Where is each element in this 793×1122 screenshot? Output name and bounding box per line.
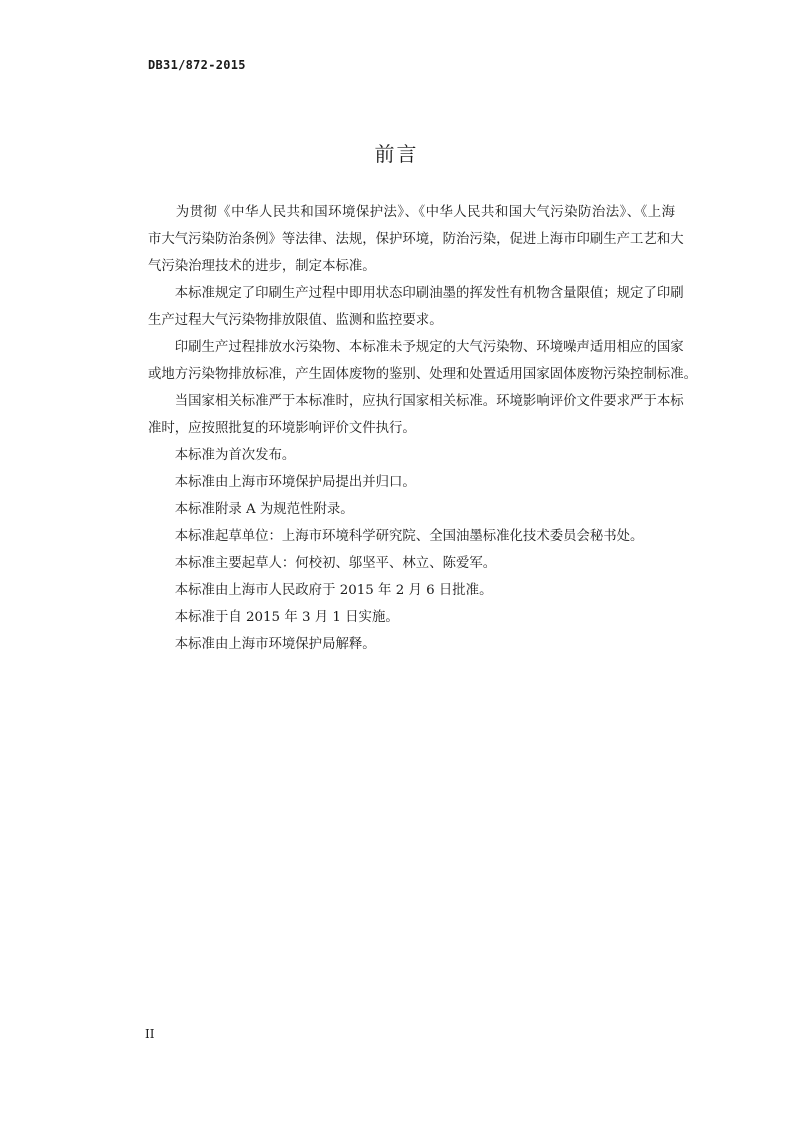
paragraph-line: 本标准由上海市环境保护局提出并归口。 — [148, 475, 416, 490]
paragraph — [148, 334, 698, 388]
paragraph-line: 本标准主要起草人：何校初、邬坚平、林立、陈爱军。 — [148, 556, 497, 571]
paragraph-line: 为贯彻《中华人民共和国环境保护法》、《中华人民共和国大气污染防治法》、《上海 — [148, 205, 675, 220]
paragraph — [148, 604, 675, 631]
paragraph-line: 本标准为首次发布。 — [148, 448, 296, 463]
paragraph-line: 气污染治理技术的进步，制定本标准。 — [148, 259, 376, 274]
paragraph-line: 本标准于自 2015 年 3 月 1 日实施。 — [148, 610, 399, 625]
page-title: 前言 — [374, 142, 419, 166]
paragraph-line: 市大气污染防治条例》等法律、法规，保护环境，防治污染，促进上海市印刷生产工艺和大 — [148, 232, 684, 247]
paragraph-line: 本标准规定了印刷生产过程中即用状态印刷油墨的挥发性有机物含量限值；规定了印刷 — [148, 286, 684, 301]
document-code: DB31/872-2015 — [148, 58, 246, 72]
paragraph — [148, 631, 675, 658]
paragraph-line: 准时，应按照批复的环境影响评价文件执行。 — [148, 421, 416, 436]
paragraph — [148, 577, 675, 604]
paragraph-line: 或地方污染物排放标准，产生固体废物的鉴别、处理和处置适用国家固体废物污染控制标准。 — [148, 367, 698, 382]
paragraph — [148, 388, 684, 442]
paragraph — [148, 496, 675, 523]
paragraph-line: 印刷生产过程排放水污染物、本标准未予规定的大气污染物、环境噪声适用相应的国家 — [148, 340, 684, 355]
paragraph-line: 本标准由上海市环境保护局解释。 — [148, 637, 376, 652]
paragraph-line: 本标准由上海市人民政府于 2015 年 2 月 6 日批准。 — [148, 583, 493, 598]
paragraph — [148, 550, 675, 577]
page-number: II — [145, 1027, 155, 1041]
paragraph — [148, 469, 675, 496]
paragraph-line: 本标准起草单位：上海市环境科学研究院、全国油墨标准化技术委员会秘书处。 — [148, 529, 644, 544]
paragraph — [148, 280, 684, 334]
paragraph-line: 当国家相关标准严于本标准时，应执行国家相关标准。环境影响评价文件要求严于本标 — [148, 394, 684, 409]
paragraph — [148, 523, 675, 550]
document-body — [148, 199, 698, 658]
paragraph-line: 本标准附录 A 为规范性附录。 — [148, 502, 354, 517]
paragraph — [148, 442, 675, 469]
paragraph — [148, 199, 684, 280]
paragraph-line: 生产过程大气污染物排放限值、监测和监控要求。 — [148, 313, 443, 328]
